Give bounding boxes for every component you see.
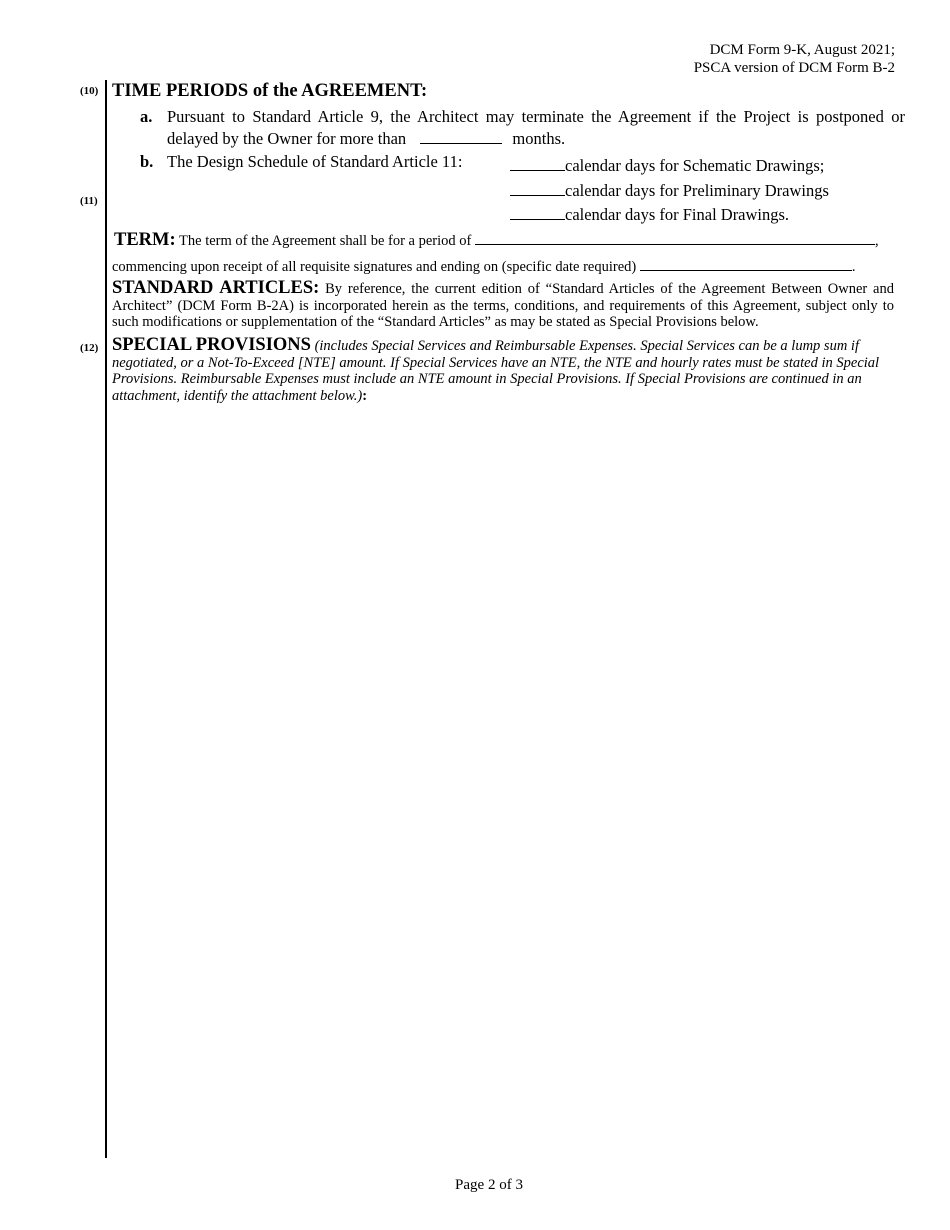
form-id-line: DCM Form 9-K, August 2021; xyxy=(709,42,895,58)
special-provisions-paragraph xyxy=(112,337,905,404)
page-number: Page 2 of 3 xyxy=(455,1177,523,1193)
special-provisions-note: (includes Special Services and Reimbursable Expenses. Special Services can be a lump sum if negotiated, or a Not-To-Exceed [NTE] amount. If Special Services have an NTE, the NTE and hourly rates must be stated in Special Provisions. Reimbursable Expenses must include an NTE amount in Special Provisions. If Special Provisions are continued in an attachment, identify the attachment below.) xyxy=(112,338,880,404)
term-period-blank[interactable] xyxy=(475,231,875,245)
standard-articles-heading: STANDARD ARTICLES: xyxy=(112,278,320,298)
time-periods-item-b xyxy=(140,151,462,173)
postponement-months-blank[interactable] xyxy=(420,128,502,144)
term-trailing: , xyxy=(874,233,879,249)
schedule-label-schematic: calendar days for Schematic Drawings; xyxy=(565,156,825,175)
schedule-label-final: calendar days for Final Drawings. xyxy=(565,205,790,224)
commence-trailing: . xyxy=(851,259,856,275)
end-date-blank[interactable] xyxy=(640,257,852,271)
special-provisions-heading: SPECIAL PROVISIONS xyxy=(112,335,311,355)
schematic-days-blank[interactable] xyxy=(510,155,565,171)
special-provisions-colon: : xyxy=(362,387,368,404)
margin-rule xyxy=(105,80,107,1158)
item-a-text-after: months. xyxy=(512,129,566,148)
schedule-row-final xyxy=(510,204,789,225)
term-commence-line xyxy=(112,257,855,276)
commence-text: commencing upon receipt of all requisite signatures and ending on (specific date required) xyxy=(112,259,637,275)
final-days-blank[interactable] xyxy=(510,204,565,220)
time-periods-title: TIME PERIODS of the AGREEMENT: xyxy=(112,81,428,101)
section-number-12: (12) xyxy=(80,342,99,354)
time-periods-item-a xyxy=(140,106,905,148)
item-b-text: The Design Schedule of Standard Article 11: xyxy=(167,152,463,171)
schedule-row-schematic xyxy=(510,155,824,176)
standard-articles-text: By reference, the current edition of “Standard Articles of the Agreement Between Owner and Architect” (DCM Form B-2A) is incorporated herein as the terms, conditions, and requirements of this Agreement, subject only to such modifications or supplementation of the “Standard Articles” as may be stated as Special Provisions below. xyxy=(112,281,894,330)
term-heading: TERM: xyxy=(114,230,176,250)
item-a-label: a. xyxy=(140,107,153,126)
schedule-row-preliminary xyxy=(510,180,829,201)
term-text: The term of the Agreement shall be for a period of xyxy=(179,233,472,249)
item-a-text-before: Pursuant to Standard Article 9, the Architect may terminate the Agreement if the Project is postponed or delayed by the Owner for more than xyxy=(167,107,905,148)
schedule-label-preliminary: calendar days for Preliminary Drawings xyxy=(565,181,829,200)
standard-articles-paragraph xyxy=(112,280,894,331)
item-a-text xyxy=(167,106,905,150)
form-header xyxy=(694,41,895,77)
section-number-11: (11) xyxy=(80,195,98,207)
item-b-label: b. xyxy=(140,152,154,171)
term-line xyxy=(114,230,904,251)
form-version-line: PSCA version of DCM Form B-2 xyxy=(693,60,895,76)
section-number-10: (10) xyxy=(80,85,99,97)
preliminary-days-blank[interactable] xyxy=(510,180,565,196)
